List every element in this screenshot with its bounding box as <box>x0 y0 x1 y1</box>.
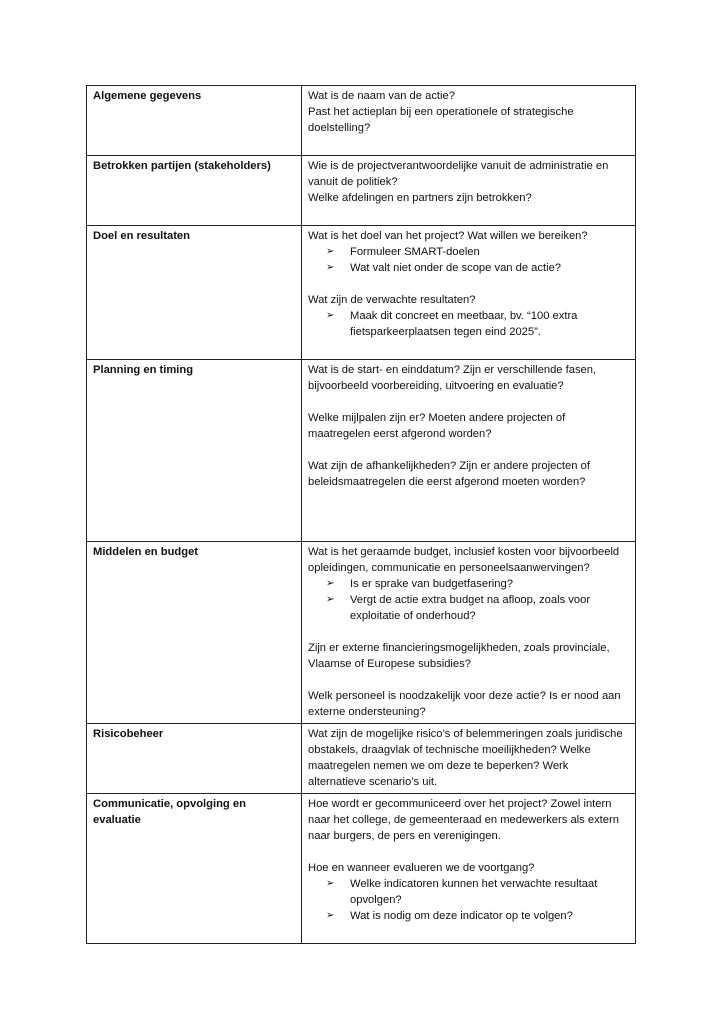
row-label: Planning en timing <box>87 360 302 542</box>
question-text: Wat zijn de verwachte resultaten? <box>308 294 476 306</box>
row-label: Betrokken partijen (stakeholders) <box>87 156 302 226</box>
spacer <box>308 844 629 860</box>
arrow-bullet-icon: ➢ <box>326 594 335 605</box>
question-text: Past het actieplan bij een operationele of strategische doelstelling? <box>308 106 574 134</box>
question-text: Wat is het doel van het project? Wat willen we bereiken? <box>308 230 588 242</box>
arrow-bullet-icon: ➢ <box>326 578 335 589</box>
question-text: Wat zijn de mogelijke risico’s of belemmeringen zoals juridische obstakels, draagvlak of technische moeilijkheden? Welke maatregelen nemen we om deze te beperken? Werk alternatieve scenario’s uit. <box>308 728 623 788</box>
list-item <box>326 260 629 276</box>
list-item-text: Formuleer SMART-doelen <box>350 246 480 258</box>
row-label: Middelen en budget <box>87 542 302 724</box>
spacer <box>308 624 629 640</box>
question-text: Welk personeel is noodzakelijk voor deze actie? Is er nood aan externe ondersteuning? <box>308 690 621 718</box>
table-row <box>87 542 636 724</box>
spacer <box>308 522 629 538</box>
row-label: Algemene gegevens <box>87 86 302 156</box>
row-content <box>302 226 636 360</box>
table-row <box>87 360 636 542</box>
list-item <box>326 308 629 340</box>
list-item-text: Welke indicatoren kunnen het verwachte resultaat opvolgen? <box>350 878 598 906</box>
question-text: Wat is het geraamde budget, inclusief kosten voor bijvoorbeeld opleidingen, communicatie en personeelsaanwervingen? <box>308 546 620 574</box>
question-text: Hoe en wanneer evalueren we de voortgang? <box>308 862 535 874</box>
row-content <box>302 724 636 794</box>
arrow-list <box>308 308 629 340</box>
row-label: Communicatie, opvolging en evaluatie <box>87 794 302 944</box>
question-text: Wat zijn de afhankelijkheden? Zijn er andere projecten of beleidsmaatregelen die eerst afgerond moeten worden? <box>308 460 590 488</box>
question-text: Wat is de start- en einddatum? Zijn er verschillende fasen, bijvoorbeeld voorbereiding, uitvoering en evaluatie? <box>308 364 597 392</box>
arrow-list <box>308 576 629 624</box>
list-item-text: Wat is nodig om deze indicator op te volgen? <box>350 910 573 922</box>
list-item-text: Is er sprake van budgetfasering? <box>350 578 513 590</box>
spacer <box>308 276 629 292</box>
list-item <box>326 908 629 924</box>
spacer <box>308 506 629 522</box>
question-text: Hoe wordt er gecommuniceerd over het project? Zowel intern naar het college, de gemeenteraad en medewerkers als extern naar burgers, de pers en verenigingen. <box>308 798 619 842</box>
row-content <box>302 156 636 226</box>
arrow-bullet-icon: ➢ <box>326 910 335 921</box>
list-item <box>326 576 629 592</box>
arrow-list <box>308 244 629 276</box>
question-text: Wie is de projectverantwoordelijke vanuit de administratie en vanuit de politiek? <box>308 160 609 188</box>
table-row <box>87 724 636 794</box>
row-content <box>302 542 636 724</box>
list-item <box>326 592 629 624</box>
action-plan-table <box>86 85 636 944</box>
question-text: Zijn er externe financieringsmogelijkheden, zoals provinciale, Vlaamse of Europese subsidies? <box>308 642 610 670</box>
question-text: Welke mijlpalen zijn er? Moeten andere projecten of maatregelen eerst afgerond worden? <box>308 412 566 440</box>
spacer <box>308 442 629 458</box>
table-body <box>87 86 636 944</box>
arrow-bullet-icon: ➢ <box>326 878 335 889</box>
spacer <box>308 394 629 410</box>
table-row <box>87 86 636 156</box>
arrow-bullet-icon: ➢ <box>326 262 335 273</box>
table-row <box>87 156 636 226</box>
row-content <box>302 86 636 156</box>
list-item-text: Maak dit concreet en meetbaar, bv. “100 extra fietsparkeerplaatsen tegen eind 2025”. <box>350 310 578 338</box>
list-item-text: Vergt de actie extra budget na afloop, zoals voor exploitatie of onderhoud? <box>350 594 591 622</box>
arrow-bullet-icon: ➢ <box>326 310 335 321</box>
question-text: Welke afdelingen en partners zijn betrokken? <box>308 192 532 204</box>
arrow-list <box>308 876 629 924</box>
question-text: Wat is de naam van de actie? <box>308 90 455 102</box>
list-item-text: Wat valt niet onder de scope van de actie? <box>350 262 562 274</box>
row-content <box>302 360 636 542</box>
row-content <box>302 794 636 944</box>
list-item <box>326 876 629 908</box>
row-label: Risicobeheer <box>87 724 302 794</box>
spacer <box>308 672 629 688</box>
list-item <box>326 244 629 260</box>
spacer <box>308 490 629 506</box>
arrow-bullet-icon: ➢ <box>326 246 335 257</box>
table-row <box>87 226 636 360</box>
table-row <box>87 794 636 944</box>
row-label: Doel en resultaten <box>87 226 302 360</box>
